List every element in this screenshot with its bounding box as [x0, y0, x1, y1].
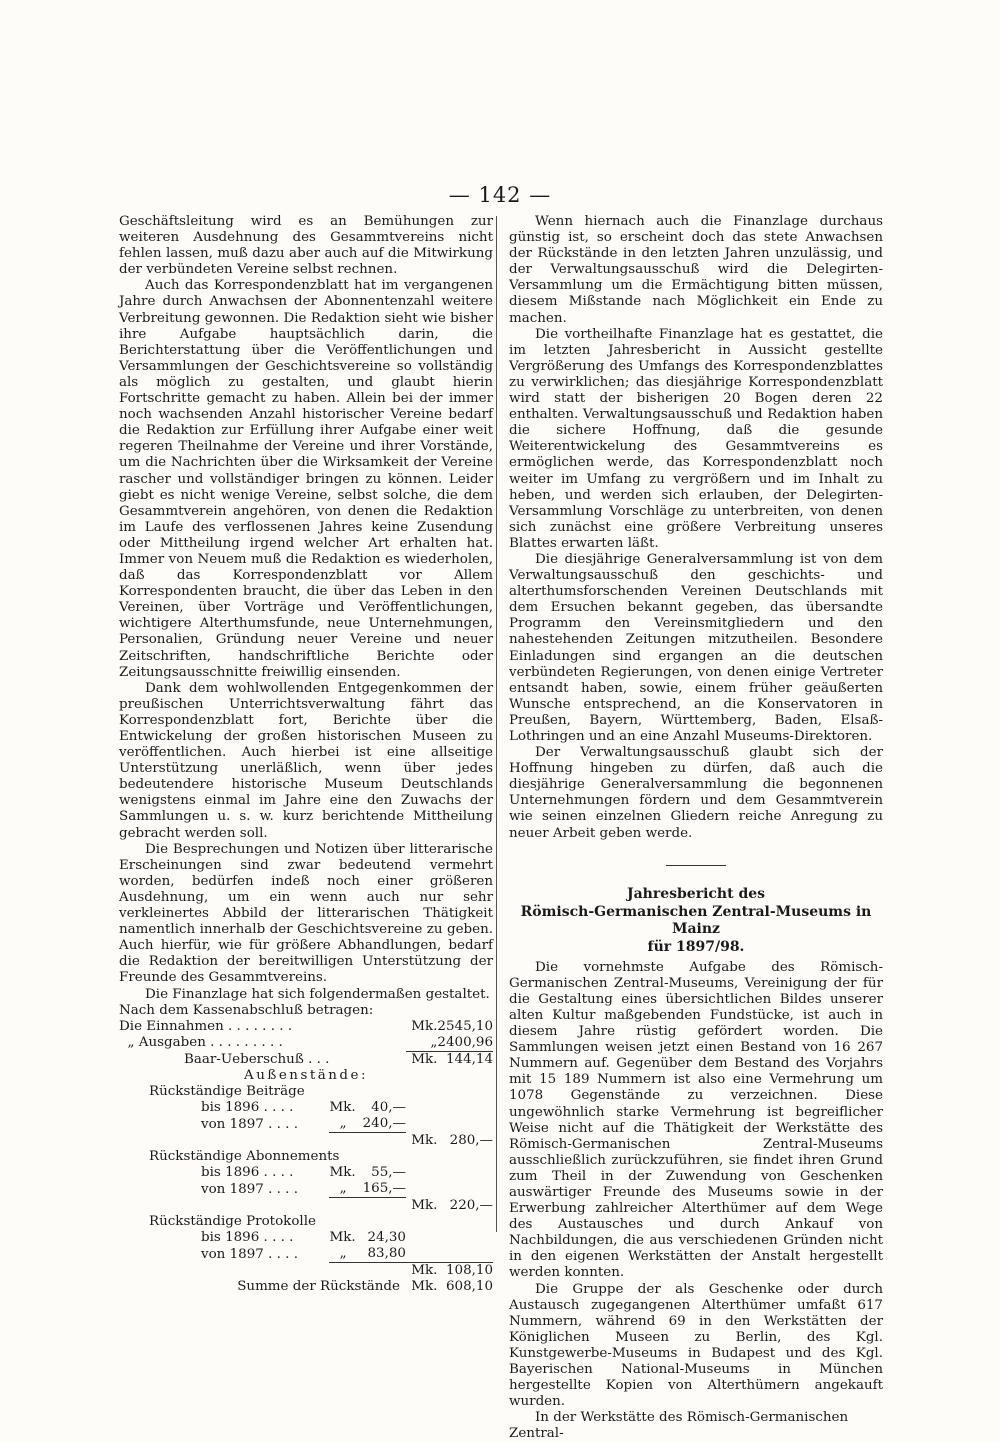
page-number: — 142 — [448, 183, 552, 207]
sum-value: 280,— [449, 1132, 493, 1148]
paragraph: Der Verwaltungsausschuß glaubt sich der Hoffnung hingeben zu dürfen, daß auch die diesjährige Generalversammlung die begonnenen Unternehmungen fördern und dem Gesammtverein wie seinen einzelnen Gliedern reiche Anregung zu neuer Arbeit geben werde. [509, 745, 883, 841]
sum-value: 220,— [449, 1197, 493, 1213]
dot-leader: . . . . [263, 1165, 294, 1181]
row-value: 55,— [371, 1165, 406, 1181]
einnahmen-label: Die Einnahmen [119, 1018, 224, 1034]
row-label: bis 1896 [201, 1165, 260, 1181]
summe-label: Summe der Rückstände [237, 1279, 400, 1295]
finance-row-ausgaben [119, 1035, 493, 1052]
sum-unit: Mk. [411, 1263, 438, 1279]
dot-leader: . . . . . . . . [228, 1018, 293, 1034]
paragraph: Die Gruppe der als Geschenke oder durch Austausch zugegangenen Alterthümer umfaßt 617 Nummern, während 69 in den Werkstätten der Königlichen Museen zu Berlin, des Kgl. Kunstgewerbe-Museums in Budapest und des Kgl. Bayerischen National-Museums in München hergestellte Kopien von Alterthümern angekauft wurden. [509, 1281, 883, 1410]
right-column [509, 214, 883, 1442]
dot-leader: . . . . [268, 1181, 298, 1197]
sum-unit: Mk. [411, 1197, 438, 1213]
baar-unit: Mk. [411, 1051, 438, 1067]
ausgaben-value: 2400,96 [437, 1034, 493, 1050]
paragraph: Dank dem wohlwollenden Entgegenkommen der preußischen Unterrichtsverwaltung fährt das Korrespondenzblatt fort, Berichte über die Entwickelung der großen historischen Museen zu veröffentlichen. Auch hierbei ist eine allseitige Unterstützung unerläßlich, wenn über jedes bedeutendere historische Museum Deutschlands wenigstens einmal im Jahre eine den Zuwachs der Sammlungen u. s. w. kurz berichtende Mittheilung gebracht werden soll. [119, 680, 493, 841]
einnahmen-unit: Mk. [411, 1018, 438, 1034]
aussenstaende-heading: Außenstände: [244, 1067, 368, 1083]
dot-leader: . . . . [268, 1246, 298, 1262]
abonnements-title: Rückständige Abonnements [149, 1148, 340, 1164]
dot-leader: . . . . [268, 1116, 298, 1132]
section-separator [666, 865, 726, 866]
row-value: 83,80 [357, 1246, 406, 1263]
baar-label: Baar-Ueberschuß [183, 1051, 304, 1067]
section-title: Jahresbericht des [626, 885, 766, 902]
row-label: von 1897 [201, 1116, 264, 1132]
left-column [119, 214, 493, 1295]
row-unit: Mk. [329, 1100, 356, 1116]
section-title: Römisch-Germanischen Zentral-Museums in Mainz [520, 904, 872, 937]
sum-unit: Mk. [411, 1132, 438, 1148]
dot-leader: . . . . [263, 1100, 294, 1116]
row-value: 240,— [357, 1116, 406, 1133]
row-label: bis 1896 [201, 1100, 260, 1116]
row-label: bis 1896 [201, 1229, 260, 1245]
paragraph: In der Werkstätte des Römisch-Germanischen Zentral- [509, 1410, 849, 1442]
einnahmen-value: 2545,10 [437, 1018, 493, 1034]
paragraph: Geschäftsleitung wird es an Bemühungen zur weiteren Ausdehnung des Gesammtvereins nicht fehlen lassen, muß dazu aber auch auf die Mitwirkung der verbündeten Vereine selbst rechnen. [119, 214, 493, 278]
summe-value: 608,10 [445, 1279, 493, 1295]
finance-intro: Nach dem Kassenabschluß betragen: [119, 1002, 374, 1018]
paragraph: Auch das Korrespondenzblatt hat im vergangenen Jahre durch Anwachsen der Abonnentenzahl weitere Verbreitung gewonnen. Die Redaktion sieht wie bisher ihre Aufgabe hauptsächlich darin, die Berichterstattung über die Veröffentlichungen und Versammlungen der Geschichtsvereine so vollständig als möglich zu gestalten, und glaubt hierin Fortschritte gemacht zu haben. Allein bei der immer noch wachsenden Anzahl historischer Vereine bedarf die Redaktion zur Erfüllung ihrer Aufgabe einer weit regeren Theilnahme der Vereine und ihrer Vorstände, um die Nachrichten über die Wirksamkeit der Vereine rascher und vollständiger bringen zu können. Leider giebt es nicht wenige Vereine, selbst solche, die dem Gesammtverein angehören, von denen die Redaktion im Laufe des verflossenen Jahres keine Zusendung oder Mittheilung irgend welcher Art erhalten hat. Immer von Neuem muß die Redaktion es wiederholen, daß das Korrespondenzblatt vor Allem Korrespondenten braucht, die über das Leben in den Vereinen, über Vorträge und Veröffentlichungen, wichtigere Alterthumsfunde, neue Unternehmungen, Personalien, Gründung neuer Vereine und neuer Zeitschriften, handschriftliche Berichte oder Zeitungsausschnitte freiwillig einsenden. [119, 278, 493, 680]
row-unit: „ [329, 1116, 356, 1133]
row-value: 40,— [371, 1100, 406, 1116]
dot-leader: . . . . . . . . . [210, 1035, 283, 1051]
sum-value: 108,10 [445, 1263, 493, 1279]
ausgaben-unit: „ [406, 1035, 437, 1052]
paragraph: Wenn hiernach auch die Finanzlage durchaus günstig ist, so erscheint doch das stete Anwachsen der Rückstände in den letzten Jahren unzulässig, und der Verwaltungsausschuß wird die Delegirten-Versammlung um die Ermächtigung bitten müssen, diesem Mißstande nach Möglichkeit ein Ende zu machen. [509, 214, 883, 326]
row-label: von 1897 [201, 1181, 264, 1197]
row-label: von 1897 [201, 1246, 264, 1262]
summe-unit: Mk. [411, 1279, 438, 1295]
dot-leader: . . . . [263, 1229, 294, 1245]
row-unit: „ [329, 1181, 356, 1198]
finance-table [119, 1003, 493, 1296]
row-value: 165,— [357, 1181, 406, 1198]
finance-row-intro [119, 1003, 493, 1019]
row-value: 24,30 [367, 1229, 406, 1245]
paragraph: Die vornehmste Aufgabe des Römisch-Germanischen Zentral-Museums, Vereinigung der für die Gestaltung eines übersichtlichen Bildes unserer alten Kultur maßgebenden Fundstücke, ist auch in diesem Jahre rüstig gefördert worden. Die Sammlungen weisen jetzt einen Bestand von 16 267 Nummern auf. Gegenüber dem Bestand des Vorjahrs mit 15 189 Nummern ist also eine Vermehrung um 1078 Gegenstände zu verzeichnen. Diese ungewöhnlich starke Vermehrung ist begreiflicher Weise nicht auf die Thätigkeit der Werkstätte des Römisch-Germanischen Zentral-Museums ausschließlich zurückzuführen, sie findet ihren Grund zum Theil in der Zuwendung von Geschenken auswärtiger Freunde des Museums sowie in der Erwerbung zahlreicher Alterthümer auf dem Wege des Austausches und durch Ankauf von Nachbildungen, die aus verschiedenen Gründen nicht in den eigenen Werkstätten der Anstalt hergestellt werden konnten. [509, 959, 883, 1281]
paragraph: Die diesjährige Generalversammlung ist von dem Verwaltungsausschuß den geschichts- und alterthumsforschenden Vereinen Deutschlands mit dem Ersuchen bekannt gegeben, das übersandte Programm den Vereinsmitgliedern und den nahestehenden Zeitungen mitzutheilen. Besondere Einladungen sind ergangen an die deutschen verbündeten Regierungen, von denen einige Vertreter entsandt haben, sowie, einem früher geäußerten Wunsche entsprechend, an die Konservatoren in Preußen, Bayern, Württemberg, Baden, Elsaß-Lothringen und an eine Anzahl Museums-Direktoren. [509, 551, 883, 744]
column-divider [496, 216, 497, 1232]
paragraph: Die Besprechungen und Notizen über litterarische Erscheinungen sind zwar bedeutend vermehrt worden, bedürfen indeß noch einer größeren Ausdehnung, um ein wenn auch nur sehr verkleinertes Abbild der litterarischen Thätigkeit namentlich innerhalb der Geschichtsvereine zu geben. Auch hierfür, wie für größere Abhandlungen, bedarf die Redaktion der bereitwilligen Unterstützung der Freunde des Gesammtvereins. [119, 841, 493, 986]
row-unit: Mk. [329, 1165, 356, 1181]
finance-row-aussenstaende [119, 1068, 493, 1084]
baar-value: 144,14 [445, 1051, 493, 1067]
ausgaben-label: „ Ausgaben [127, 1035, 206, 1051]
row-unit: Mk. [329, 1229, 356, 1245]
protokolle-title: Rückständige Protokolle [149, 1213, 316, 1229]
paragraph: Die Finanzlage hat sich folgendermaßen gestaltet. [145, 986, 490, 1002]
beitraege-title: Rückständige Beiträge [149, 1084, 305, 1100]
row-unit: „ [329, 1246, 356, 1263]
paragraph: Die vortheilhafte Finanzlage hat es gestattet, die im letzten Jahresbericht in Aussicht gestellte Vergrößerung des Umfangs des Korrespondenzblattes zu verwirklichen; das diesjährige Korrespondenzblatt wird statt der bisherigen 20 Bogen deren 22 enthalten. Verwaltungsausschuß und Redaktion haben die sichere Hoffnung, daß die gesunde Weiterentwickelung des Gesammtvereins es ermöglichen werde, das Korrespondenzblatt noch weiter im Umfang zu vergrößern und im Inhalt zu heben, und werden sich erlauben, der Delegirten-Versammlung Vorschläge zu unterbreiten, von denen sich zunächst eine größere Verbreitung unseres Blattes erwarten läßt. [509, 326, 883, 551]
section-title: für 1897/98. [647, 939, 745, 956]
finance-row-baar [119, 1051, 493, 1068]
dot-leader: . . . [308, 1051, 330, 1067]
finance-row-einnahmen [119, 1019, 493, 1035]
